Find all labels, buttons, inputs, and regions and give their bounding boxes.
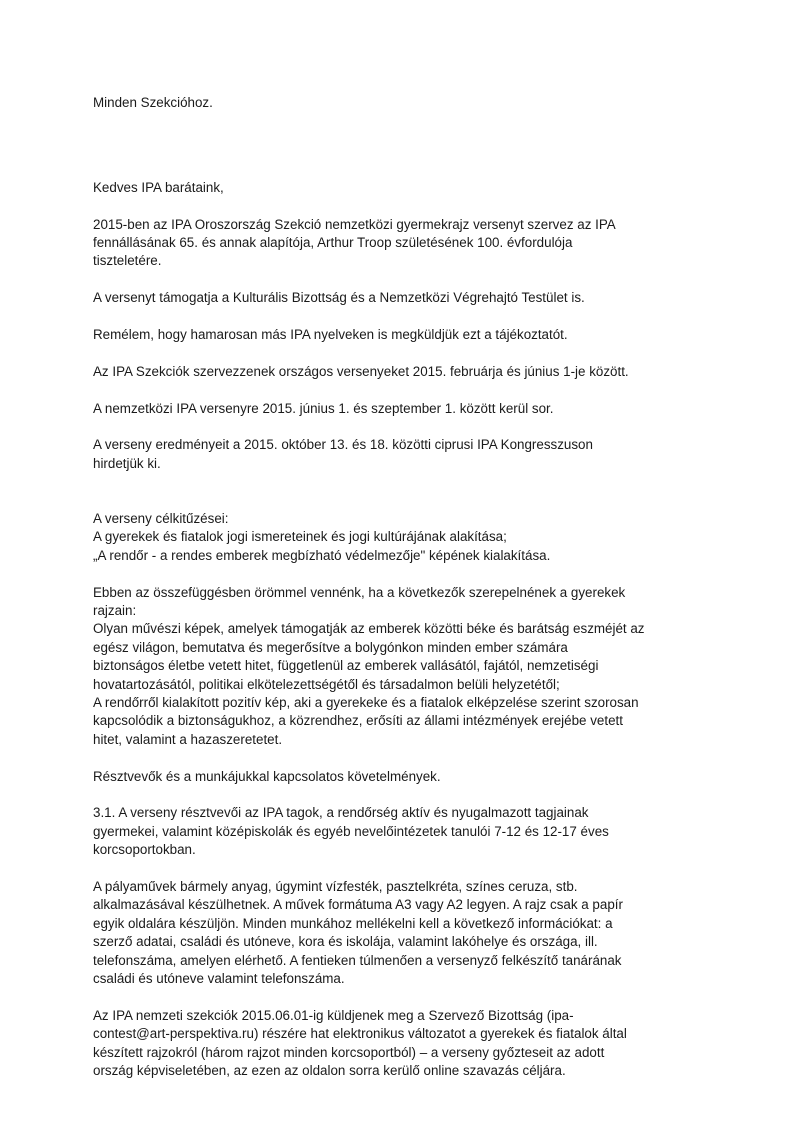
- goals-heading: A verseny célkitűzései:: [93, 510, 229, 526]
- spacer: [93, 131, 713, 179]
- results-paragraph: [93, 436, 713, 473]
- text-line: contest@art-perspektiva.ru) részére hat elektronikus változatot a gyerekek és fiatalok által: [93, 1026, 627, 1042]
- greeting: [93, 179, 713, 197]
- text-line: „A rendőr - a rendes emberek megbízható védelmezője" képének kialakítása.: [93, 547, 551, 563]
- requirements-heading: [93, 768, 713, 786]
- text-line: hovatartozásától, politikai elkötelezettségétől és társadalmon belüli helyzetétől;: [93, 676, 560, 692]
- text-line: Az IPA Szekciók szervezzenek országos versenyeket 2015. februárja és június 1-je között.: [93, 363, 629, 379]
- participants-paragraph: [93, 804, 713, 859]
- text-line: egész világon, bemutatva és megerősítve a bolygónkon minden ember számára: [93, 639, 568, 655]
- intro-paragraph: [93, 216, 713, 271]
- text-line: telefonszáma, amelyen elérhető. A fentieken túlmenően a versenyző felkészítő tanárának: [93, 952, 622, 968]
- spacer: [93, 492, 713, 510]
- text-line: rajzain:: [93, 603, 137, 618]
- text-line: Remélem, hogy hamarosan más IPA nyelveken is megküldjük ezt a tájékoztatót.: [93, 327, 568, 342]
- text-line: szerző adatai, családi és utóneve, kora és iskolája, valamint lakóhelye és országa, ill.: [93, 934, 598, 950]
- text-line: 2015-ben az IPA Oroszország Szekció nemzetközi gyermekrajz versenyt szervez az IPA: [93, 216, 616, 232]
- text-line: korcsoportokban.: [93, 842, 196, 858]
- text-line: Ebben az összefüggésben örömmel vennénk, ha a következők szerepelnének a gyerekek: [93, 584, 626, 600]
- text-line: családi és utóneve valamint telefonszáma.: [93, 971, 345, 987]
- text-line: ország képviseletében, az ezen az oldalon sorra kerülő online szavazás céljára.: [93, 1063, 566, 1079]
- text-line: biztonságos életbe vetett hitet, függetlenül az emberek vallásától, fajától, nemzetiségi: [93, 658, 599, 674]
- goals-paragraph: [93, 510, 713, 565]
- section-salutation: [93, 94, 713, 112]
- text-line: tiszteletére.: [93, 253, 162, 269]
- document-page: [93, 94, 713, 1099]
- context-paragraph: [93, 584, 713, 750]
- text-line: készített rajzokról (három rajzot minden korcsoportból) – a verseny győzteseit az adott: [93, 1044, 605, 1060]
- text-line: Az IPA nemzeti szekciók 2015.06.01-ig küldjenek meg a Szervező Bizottság (ipa-: [93, 1007, 574, 1023]
- works-paragraph: [93, 878, 713, 988]
- languages-paragraph: [93, 326, 713, 344]
- text-line: hitet, valamint a hazaszeretetet.: [93, 731, 283, 747]
- text-line: alkalmazásával készülhetnek. A művek formátuma A3 vagy A2 legyen. A rajz csak a papír: [93, 897, 623, 913]
- text-line: egyik oldalára készüljön. Minden munkához mellékelni kell a következő információkat: a: [93, 915, 613, 931]
- text-line: kapcsolódik a biztonságukhoz, a közrendhez, erősíti az állami intézmények erejébe vetett: [93, 713, 623, 729]
- text-line: A verseny eredményeit a 2015. október 13. és 18. közötti ciprusi IPA Kongresszuson: [93, 437, 593, 453]
- text-line: Résztvevők és a munkájukkal kapcsolatos követelmények.: [93, 768, 441, 784]
- text-line: Olyan művészi képek, amelyek támogatják az emberek közötti béke és barátság eszméjét az: [93, 621, 645, 637]
- international-paragraph: [93, 400, 713, 418]
- text-line: Kedves IPA barátaink,: [93, 179, 224, 195]
- text-line: hirdetjük ki.: [93, 455, 161, 471]
- support-paragraph: [93, 289, 713, 307]
- text-line: A nemzetközi IPA versenyre 2015. június 1. és szeptember 1. között kerül sor.: [93, 400, 554, 416]
- text-line: A pályaművek bármely anyag, úgymint vízfesték, pasztelkréta, színes ceruza, stb.: [93, 879, 578, 895]
- text-line: A gyerekek és fiatalok jogi ismereteinek és jogi kultúrájának alakítása;: [93, 529, 507, 545]
- submission-paragraph: [93, 1007, 713, 1081]
- text-line: gyermekei, valamint középiskolák és egyéb nevelőintézetek tanulói 7-12 és 12-17 éves: [93, 823, 609, 839]
- text-line: 3.1. A verseny résztvevői az IPA tagok, a rendőrség aktív és nyugalmazott tagjainak: [93, 805, 589, 821]
- text-line: fennállásának 65. és annak alapítója, Arthur Troop születésének 100. évfordulója: [93, 235, 573, 250]
- text-line: A rendőrről kialakított pozitív kép, aki a gyerekeke és a fiatalok elképzelése szerint szorosan: [93, 695, 639, 711]
- text-line: A versenyt támogatja a Kulturális Bizottság és a Nemzetközi Végrehajtó Testület is.: [93, 290, 585, 306]
- national-paragraph: [93, 363, 713, 381]
- text-line: Minden Szekcióhoz.: [93, 95, 213, 110]
